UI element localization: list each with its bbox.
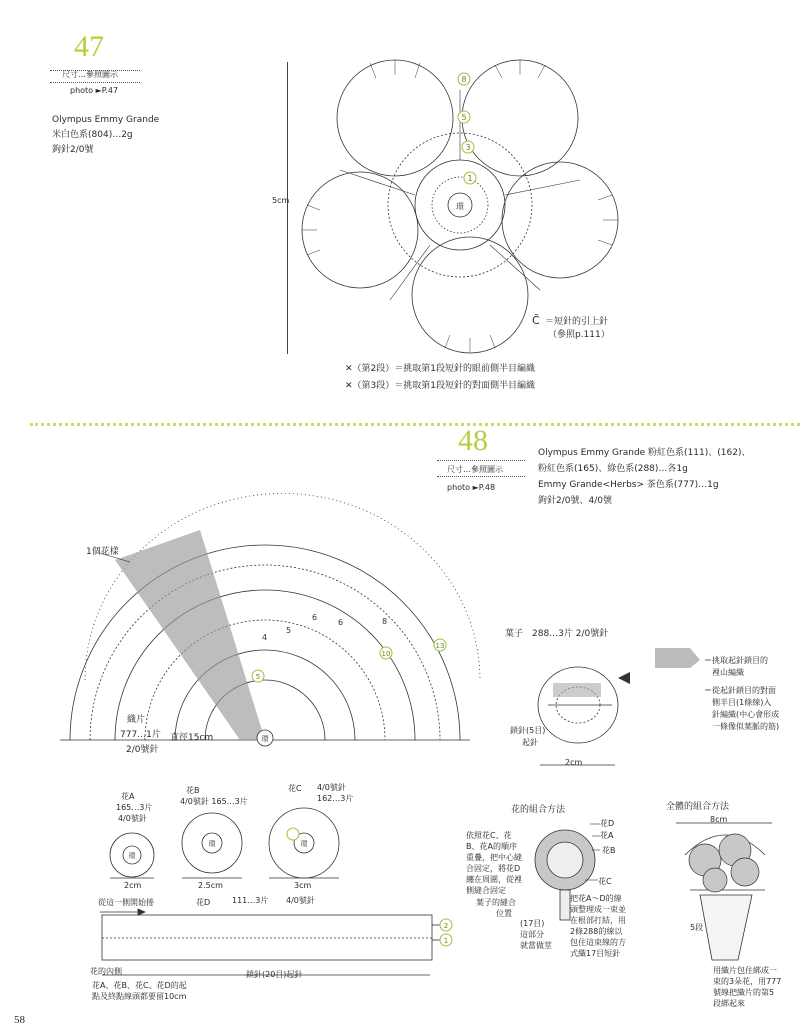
flowerD-hook: 4/0號針 [286, 896, 315, 905]
flowerA-yarn: 165…3片 [116, 803, 153, 812]
size-reference-48: 尺寸…參照圖示 [447, 465, 503, 474]
photo-reference-47: photo ►P.47 [70, 86, 119, 95]
fabric-diameter: 直徑15cm [170, 733, 214, 743]
fabric-hook: 2/0號針 [126, 745, 159, 755]
row-3-label: 3 [465, 143, 471, 152]
strip-start: 從這一側開始捲 [98, 898, 154, 907]
assembly-lines: 把花A～D的線 頭整理成一束並 在根部打結，用 2條288的線以 包住這束線的方 式織17目短針 [570, 894, 626, 958]
strip-note-1: 花A、花B、花C、花D的起 [92, 981, 187, 990]
symbol-note-2b: 側半目(1條線)入 [712, 698, 772, 707]
fan-row-label: 6 [338, 618, 344, 627]
leaf-start-2: 起針 [522, 738, 538, 747]
fan-row-label: 13 [435, 642, 445, 650]
fan-row-label: 5 [255, 673, 261, 681]
size-reference-47: 尺寸…參照圖示 [62, 70, 118, 79]
total-title: 全體的組合方法 [666, 802, 730, 812]
flowerD-yarn: 111…3片 [232, 896, 269, 905]
legend-text-47: ＝短針的引上針 [545, 317, 609, 327]
strip-row-label: 2 [443, 922, 449, 930]
strip-inner: 花的內側 [90, 967, 122, 976]
flowerA-width: 2cm [124, 881, 142, 890]
symbol-note-1: ＝挑取起針鎖目的 [704, 656, 768, 665]
materials-48-line2: 粉紅色系(165)、綠色系(288)…各1g [538, 464, 688, 474]
flowerC-title: 花C [288, 784, 302, 793]
assembly-pos-1: 葉子的縫合 [476, 898, 516, 907]
pattern-number-48: 48 [458, 424, 488, 457]
row-1-label: 1 [467, 174, 473, 183]
flowerA-title: 花A [121, 792, 135, 801]
pattern-repeat-label: 1個花樣 [86, 547, 119, 557]
materials-48-line3: Emmy Grande<Herbs> 茶色系(777)…1g [538, 480, 719, 490]
dimension-label-47: 5cm [272, 196, 290, 205]
fabric-title: 織片 [127, 715, 146, 725]
total-height: 5段 [690, 923, 704, 932]
flowerB-title: 花B [186, 786, 200, 795]
row-8-label: 8 [461, 75, 467, 84]
symbol-note-2d: 一條像似葉脈的筋) [712, 722, 780, 731]
note-row2-47: ✕（第2段）＝挑取第1段短針的眼前側半目編織 [345, 364, 535, 374]
fan-row-label: 10 [381, 650, 391, 658]
page-number: 58 [14, 1014, 25, 1026]
total-note: 用織片包住綁成一 束的3朵花，用777 號線把織片的第5 段綁起來 [713, 966, 782, 1008]
symbol-note-2: ＝從起針鎖目的對面 [704, 686, 776, 695]
materials-48-line1: Olympus Emmy Grande 粉紅色系(111)、(162)、 [538, 448, 751, 458]
pattern-number-47: 47 [74, 30, 104, 63]
label-flowerD: 花D [600, 819, 615, 828]
label-flowerA: 花A [600, 831, 614, 840]
legend-symbol-47: C̃ [532, 314, 540, 327]
legend-ref-47: （參照p.111） [548, 330, 610, 340]
flowerC-yarn: 162…3片 [317, 794, 354, 803]
hook-47: 鉤針2/0號 [52, 145, 94, 155]
flowerB-width: 2.5cm [198, 881, 223, 890]
flowerA-hook: 4/0號針 [118, 814, 147, 823]
fabric-yarn: 777…1片 [120, 730, 161, 740]
color-47: 米白色系(804)…2g [52, 130, 133, 140]
strip-note-2: 點及終點線頭都要留10cm [92, 992, 187, 1001]
center-ring-47: 環 [456, 202, 464, 211]
assembly-stem: (17目) 這部分 就當做莖 [520, 919, 552, 950]
materials-48-line4: 鉤針2/0號、4/0號 [538, 496, 612, 506]
assembly-text: 依照花C、花 B、花A的順序 重疊，把中心縫 合固定，將花D 纏在周圍，從裡 側縫合固定 [466, 831, 522, 895]
leaf-width: 2cm [565, 758, 583, 767]
fan-center-ring: 環 [261, 735, 269, 743]
ring-label: 環 [128, 852, 136, 860]
ring-label: 環 [300, 840, 308, 848]
label-flowerB: 花B [602, 846, 616, 855]
fan-row-label: 6 [312, 613, 318, 622]
leaf-title: 葉子 288…3片 2/0號針 [505, 629, 609, 639]
strip-chain: 鎖針(20目)起針 [246, 970, 303, 979]
flowerC-width: 3cm [294, 881, 312, 890]
note-row3-47: ✕（第3段）＝挑取第1段短針的對面側半目編織 [345, 381, 535, 391]
symbol-note-1b: 裡山編織 [712, 668, 744, 677]
symbol-note-2c: 針編織(中心會形成 [712, 710, 780, 719]
leaf-start: 鎖針(5目) [510, 726, 546, 735]
flowerC-hook: 4/0號針 [317, 783, 346, 792]
assembly-title: 花的組合方法 [511, 805, 566, 815]
yarn-47: Olympus Emmy Grande [52, 115, 160, 125]
flowerB-yarn: 4/0號針 165…3片 [180, 797, 248, 806]
label-flowerC: 花C [598, 877, 612, 886]
fan-row-label: 4 [262, 633, 268, 642]
fan-row-label: 8 [382, 617, 388, 626]
row-5-label: 5 [461, 113, 467, 122]
total-width: 8cm [710, 815, 728, 824]
flowerD-title: 花D [196, 898, 211, 907]
fan-row-label: 5 [286, 626, 292, 635]
photo-reference-48: photo ►P.48 [447, 483, 496, 492]
strip-row-label: 1 [443, 937, 449, 945]
assembly-pos-2: 位置 [496, 909, 512, 918]
ring-label: 環 [208, 840, 216, 848]
